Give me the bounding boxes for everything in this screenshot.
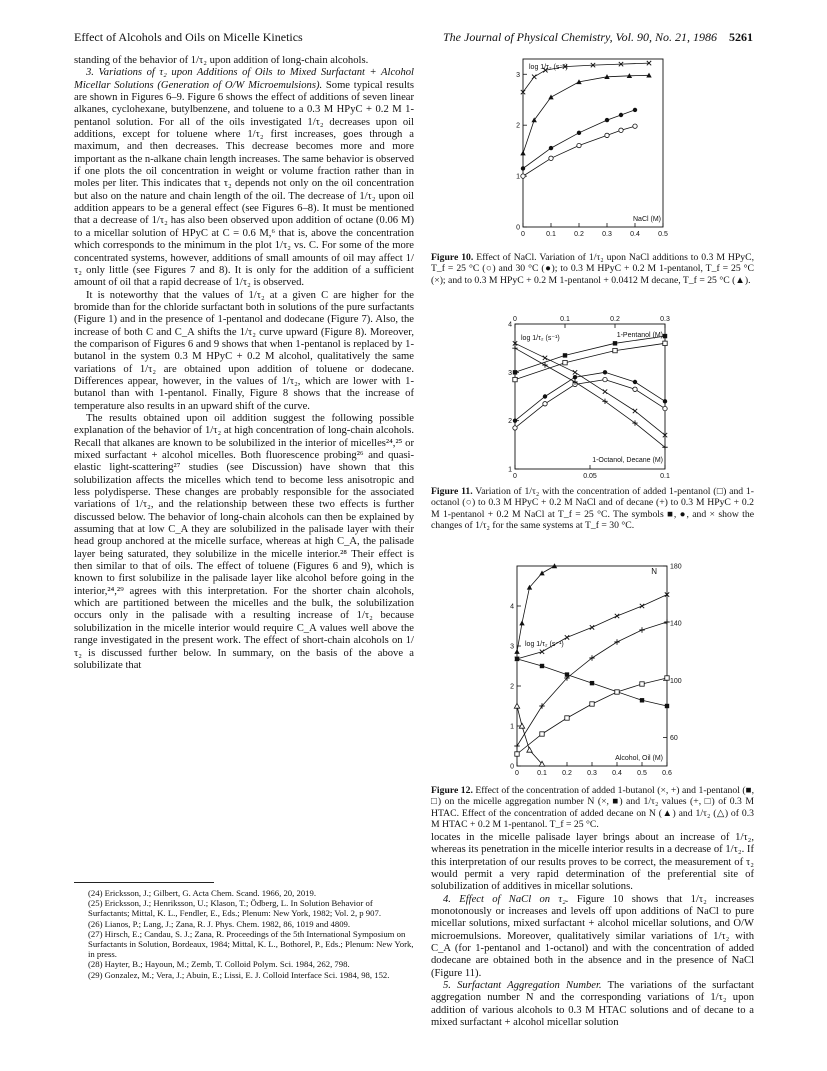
data-point	[663, 341, 667, 345]
data-point	[633, 108, 637, 112]
data-point	[602, 399, 607, 404]
x2-axis-label: 1-Pentanol (M)	[616, 332, 663, 339]
right-column	[431, 832, 754, 1030]
data-point	[540, 732, 544, 736]
y-tick-label: 0	[516, 224, 520, 232]
plot-frame	[515, 324, 665, 469]
paragraph: locates in the micelle palisade layer brings about an increase of 1/τ₂, whereas its penetration in the micelle interior results in a decrease of 1/τ₂. If this interpretation of our results proves to be correct, the measurement of τ₂ would permit a very rapid determination of the preferential site of solubilization of additives in micellar solutions.	[431, 832, 754, 893]
reference-item: (26) Lianos, P.; Lang, J.; Zana, R. J. Phys. Chem. 1982, 86, 1019 and 4809.	[88, 918, 351, 929]
data-point	[543, 394, 547, 398]
x-tick-label: 0.3	[587, 770, 597, 777]
paragraph: The variations of the surfactant aggregation number N and the corresponding variations of 1/τ₂ upon addition of various alcohols to 0.3 M HTAC solutions and of decane to a mixed surfactant + alcohol micellar solution	[431, 980, 754, 1029]
x-tick-label: 0.3	[602, 231, 612, 238]
x-tick-label: 0.05	[583, 473, 597, 480]
data-point	[633, 387, 637, 391]
data-point	[640, 682, 644, 686]
figure-10-chart	[505, 55, 675, 247]
figure-12-chart	[495, 560, 695, 783]
data-point	[590, 625, 594, 629]
data-point	[640, 698, 644, 702]
data-point	[513, 426, 517, 430]
data-point	[515, 657, 519, 661]
data-point	[540, 664, 544, 668]
data-point	[603, 389, 607, 393]
data-point	[605, 118, 609, 122]
series-line	[517, 566, 555, 652]
data-point	[663, 334, 667, 338]
data-point	[521, 166, 525, 170]
data-point	[549, 146, 553, 150]
data-point	[565, 716, 569, 720]
series-line	[523, 110, 635, 169]
data-point	[515, 752, 519, 756]
data-point	[512, 345, 517, 350]
data-point	[603, 370, 607, 374]
x-tick-label: 0.6	[662, 770, 672, 777]
series-line	[515, 348, 665, 447]
caption-label: Figure 12.	[431, 785, 473, 796]
figure-11-caption	[431, 486, 754, 532]
data-point	[665, 704, 669, 708]
data-point	[640, 604, 644, 608]
y-axis-label: log 1/τ₂ (s⁻¹)	[521, 335, 560, 342]
x-tick-label: 0.4	[630, 231, 640, 238]
data-point	[619, 113, 623, 117]
x-tick-label: 0.2	[562, 770, 572, 777]
caption-label: Figure 11.	[431, 486, 473, 497]
data-point	[615, 614, 619, 618]
paragraph: The results obtained upon oil addition suggest the following possible explanation of the behavior of 1/τ₂ at high concentration of long-chain alcohols. Recall that alkanes are known to be solubilized in the interior of micelles²⁴,²⁵ or mixed surfactant + alcohol micelles. Both fluorescence probing²⁶ and quasi-elastic light-scattering²⁷ studies (see Discussion) have shown that this solubilization affects the micelles which tend to become less anisotropic and less polydisperse. These changes are probably responsible for the associated variations of 1/τ₂, and the relationship between these two effects is further discussed below. The behavior of long-chain alcohols can then be explained by assuming that at low C_A they are solubilized in the palisade layer with their head group anchored at the micelle surface, whereas at high C_A, the palisade layer being saturated, they solubilize in the micelle interior.²⁸ Their effect is then similar to that of oils. The effect of toluene (Figures 6 and 9), which is known to first solubilize in the palisade layer like alcohol before going in the interior,²⁴,²⁹ agrees with this interpretation. For the shorter chain alcohols, which are partitioned between the micelles and the bulk, the solubilization occurs only in the palisade with a resulting increase of 1/τ₂ because solubilization in the micelle interior would require C_A values well above the range investigated in the present work. The effect of short-chain alcohols on 1/τ₂ is discussed further below. In summary, on the basis of the above a solubilizate that	[74, 412, 414, 671]
series-line	[515, 343, 665, 379]
reference-item: (28) Hayter, B.; Hayoun, M.; Zemb, T. Colloid Polym. Sci. 1984, 262, 798.	[88, 959, 350, 970]
data-point	[521, 174, 525, 178]
y-tick-label: 3	[516, 71, 520, 79]
data-point	[664, 619, 669, 624]
x-tick-label: 0.5	[658, 231, 668, 238]
y2-tick-label: 100	[670, 677, 682, 685]
x2-tick-label: 0.3	[660, 316, 670, 323]
reference-item: (24) Ericksson, J.; Gilbert, G. Acta Chem. Scand. 1966, 20, 2019.	[88, 888, 317, 898]
paragraph: It is noteworthy that the values of 1/τ₂ at a given C are higher for the bromide than for the chloride surfactant both in solutions of the pure surfactants (Figure 1) and in the presence of 1-pentanol and dodecane (Figure 7). Also, the increase of both C and C_A shifts the 1/τ₂ curve upward (Figure 8). Moreover, the comparison of Figures 6 and 9 shows that when 1-pentanol is replaced by 1-butanol in the system 0.3 M HPyC + 0.2 M alcohol, qualitatively the same variations of 1/τ₂ are obtained upon addition of toluene or dodecane. Differences appear, however, in the values of 1/τ₂, which are lower with 1-butanol than with 1-pentanol. Finally, Figure 8 shows that the increase of temperature also results in an upward shift of the curve.	[74, 289, 414, 412]
data-point	[577, 131, 581, 135]
y-tick-label: 2	[510, 683, 514, 691]
paragraph: Some typical results are shown in Figures 6–9. Figure 6 shows the effect of additions of seven linear alkanes, cyclohexane, butylbenzene, and toluene to a 0.3 M HPyC + 0.2 M 1-pentanol solution. For all of the oils investigated 1/τ₂ decreases upon oil additions, except for toluene where 1/τ₂ first increases, goes through a maximum, and then decreases. This decrease becomes more and more important as the n-alkane chain length increases. The same behavior is observed if one plots the oil concentration in weight or volume fraction rather than in moles per liter. This indicates that τ₂ depends not only on the oil concentration but also on the nature and chain length of the oil. The decrease of 1/τ₂ upon oil addition appears to be a general effect (see Figures 6–8). It must be mentioned that a decrease of 1/τ₂ has also been observed upon addition of octane (0.06 M) to a micellar solution of HPyC at C = 0.6 M,⁶ that is, above the concentration which corresponds to the minimum in the plot 1/τ₂ vs. C. For some of the more concentrated systems, however, additions of small amounts of oil may affect 1/τ₂ only little (see Figures 7 and 8). It is only for the addition of a sufficient amount of oil that a rapid decrease of 1/τ₂ is observed.	[74, 79, 414, 289]
data-point	[563, 360, 567, 364]
caption-text: Effect of the concentration of added 1-butanol (×, +) and 1-pentanol (■, □) on the micelle aggregation number N (×, ■) and 1/τ₂ values (+, □) of 0.3 M HTAC. Effect of the concentration of added decane on N (▲) and 1/τ₂ (△) of 0.3 M HTAC + 0.2 M 1-pentanol. T_f = 25 °C.	[431, 785, 755, 831]
section-heading: 5. Surfactant Aggregation Number.	[443, 980, 602, 992]
data-point	[513, 418, 517, 422]
data-point	[527, 747, 532, 752]
x-tick-label: 0.1	[537, 770, 547, 777]
running-header-left: Effect of Alcohols and Oils on Micelle Kinetics	[74, 30, 303, 44]
data-point	[532, 75, 536, 79]
x-tick-label: 0.4	[612, 770, 622, 777]
x2-tick-label: 0	[513, 316, 517, 323]
data-point	[663, 406, 667, 410]
data-point	[639, 627, 644, 632]
paragraph: Figure 10 shows that 1/τ₂ increases monotonously or increases and levels off upon additions of NaCl to pure micellar solutions, mixed surfactant + alcohol micellar solutions, and O/W microemulsions. Moreover, qualitatively similar variations of 1/τ₂ with C_A (for 1-pentanol and 1-octanol) and with the concentration of added dodecane are obtained both in the absence and in the presence of NaCl (Figure 11).	[431, 893, 754, 979]
data-point	[665, 676, 669, 680]
x-tick-label: 0.2	[574, 231, 584, 238]
x-tick-label: 0	[521, 231, 525, 238]
data-point	[603, 377, 607, 381]
data-point	[514, 649, 519, 654]
y-axis-label: log 1/τ₂ (s⁻¹)	[525, 641, 564, 648]
data-point	[633, 380, 637, 384]
x-tick-label: 0.1	[660, 473, 670, 480]
journal-citation: The Journal of Physical Chemistry, Vol. 90, No. 21, 1986	[443, 30, 717, 44]
reference-item: (25) Ericksson, J.; Henriksson, U.; Klason, T.; Ödberg, L. In Solution Behavior of Surfactants; Mittal, K. L., Fendler, E., Eds.; Plenum: New York, 1982; Vol. 2, p 907.	[88, 898, 382, 919]
y-tick-label: 4	[510, 603, 514, 611]
data-point	[614, 639, 619, 644]
x-axis-label: Alcohol, Oil (M)	[615, 755, 663, 762]
figure-10-caption	[431, 252, 754, 286]
footnote-rule	[74, 882, 214, 883]
section-3	[74, 67, 414, 289]
data-point	[619, 128, 623, 132]
data-point	[633, 124, 637, 128]
data-point	[663, 399, 667, 403]
section-heading: 3. Variations of τ₂ upon Additions of Oils to Mixed Surfactant + Alcohol Micellar Solutions (Generation of O/W Microemulsions).	[74, 67, 414, 91]
data-point	[590, 702, 594, 706]
references	[74, 882, 414, 980]
data-point	[633, 409, 637, 413]
caption-text: Variation of 1/τ₂ with the concentration of added 1-pentanol (□) and 1-octanol (○) to 0.3 M HPyC + 0.2 M NaCl and of decane (+) to 0.3 M HPyC + 0.2 M 1-pentanol + 0.2 M NaCl at T_f = 25 °C. The symbols ■, ●, and × show the changes of 1/τ₂ for the same systems at T_f = 30 °C.	[431, 486, 754, 532]
series-line	[515, 343, 665, 435]
data-point	[615, 690, 619, 694]
plot-frame	[523, 59, 663, 227]
figure-11-chart	[503, 312, 678, 482]
x-tick-label: 0.1	[546, 231, 556, 238]
paragraph: standing of the behavior of 1/τ₂ upon addition of long-chain alcohols.	[74, 55, 369, 66]
data-point	[549, 156, 553, 160]
y-tick-label: 1	[508, 466, 512, 474]
series-line	[515, 372, 665, 420]
data-point	[577, 143, 581, 147]
section-heading: 4. Effect of NaCl on τ₂.	[443, 893, 569, 905]
data-point	[513, 370, 517, 374]
y2-tick-label: 60	[670, 734, 678, 742]
data-point	[543, 356, 547, 360]
data-point	[514, 703, 519, 708]
section-5	[431, 980, 754, 1029]
data-point	[539, 570, 544, 575]
y-tick-label: 3	[510, 643, 514, 651]
y-tick-label: 0	[510, 763, 514, 771]
y-tick-label: 2	[516, 122, 520, 130]
data-point	[573, 375, 577, 379]
series-line	[517, 678, 667, 754]
y2-axis-label: N	[651, 567, 657, 576]
data-point	[540, 650, 544, 654]
data-point	[563, 353, 567, 357]
x-axis-label: NaCl (M)	[633, 216, 661, 223]
caption-text: Effect of NaCl. Variation of 1/τ₂ upon NaCl additions to 0.3 M HPyC, T_f = 25 °C (○) and 30 °C (●); to 0.3 M HPyC + 0.2 M 1-pentanol, T_f = 25 °C (×); and to 0.3 M HPyC + 0.2 M 1-pentanol + 0.0412 M decane, T_f = 25 °C (▲).	[431, 252, 754, 286]
x-axis-label: 1-Octanol, Decane (M)	[592, 457, 663, 464]
y-tick-label: 4	[508, 321, 512, 329]
page-number: 5261	[729, 30, 753, 44]
reference-item: (27) Hirsch, E.; Candau, S. J.; Zana, R. Proceedings of the 5th International Symposium on Surfactants in Solution, Bordeaux, 1984; Mittal, K. L., Bothorel, P., Eds.; Plenum: New York, in press.	[88, 928, 414, 960]
x-tick-label: 0	[515, 770, 519, 777]
y-tick-label: 3	[508, 369, 512, 377]
y2-tick-label: 180	[670, 563, 682, 571]
data-point	[573, 370, 577, 374]
data-point	[519, 620, 524, 625]
data-point	[565, 635, 569, 639]
data-point	[613, 348, 617, 352]
series-line	[523, 75, 649, 153]
x2-tick-label: 0.2	[610, 316, 620, 323]
y-tick-label: 2	[508, 418, 512, 426]
y-tick-label: 1	[516, 173, 520, 181]
data-point	[543, 402, 547, 406]
section-4	[431, 894, 754, 980]
data-point	[514, 743, 519, 748]
x-tick-label: 0.5	[637, 770, 647, 777]
figure-12-caption	[431, 785, 754, 831]
data-point	[590, 681, 594, 685]
x2-tick-label: 0.1	[560, 316, 570, 323]
y-tick-label: 1	[510, 723, 514, 731]
reference-item: (29) Gonzalez, M.; Vera, J.; Abuin, E.; Lissi, E. J. Colloid Interface Sci. 1984, 98, 152.	[88, 969, 390, 980]
data-point	[513, 377, 517, 381]
y2-tick-label: 140	[670, 620, 682, 628]
data-point	[613, 341, 617, 345]
caption-label: Figure 10.	[431, 252, 474, 263]
left-column	[74, 55, 414, 672]
x-tick-label: 0	[513, 473, 517, 480]
data-point	[605, 133, 609, 137]
data-point	[548, 94, 553, 99]
running-header-right	[443, 30, 753, 45]
data-point	[520, 150, 525, 155]
series-line	[517, 706, 542, 764]
y-axis-label: log 1/τ₂ (s⁻¹)	[529, 64, 568, 71]
series-line	[517, 595, 667, 659]
